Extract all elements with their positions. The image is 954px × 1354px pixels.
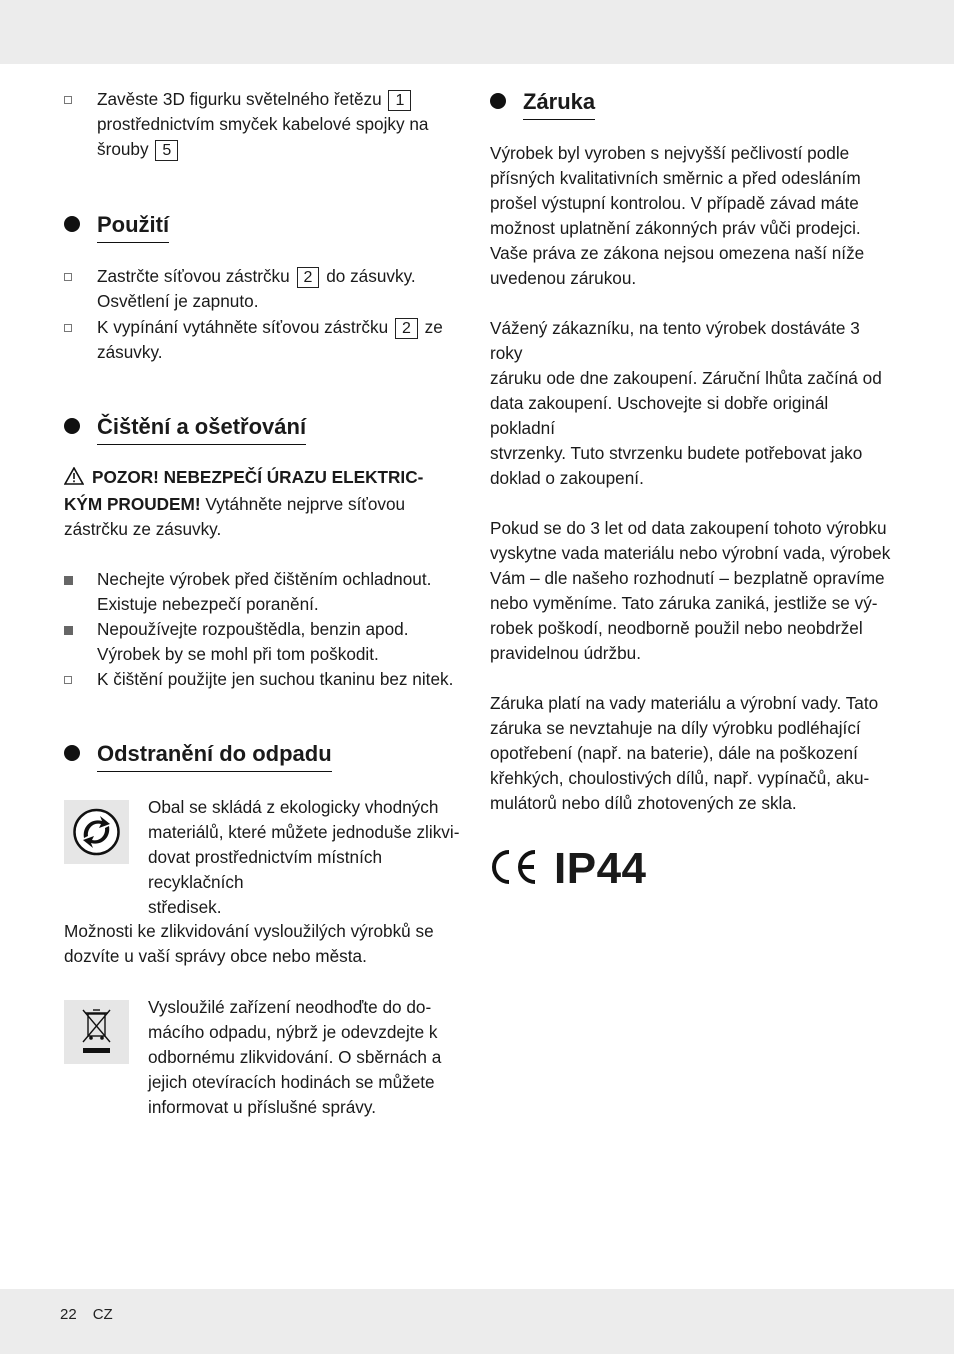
paragraph-line: záruka se nevztahuje na díly výrobku podléhající: [490, 718, 861, 738]
checkbox-bullet: [64, 324, 72, 332]
weee-text: mácího odpadu, nýbrž je odevzdejte k: [148, 1022, 438, 1042]
paragraph-line: Pokud se do 3 let od data zakoupení tohoto výrobku: [490, 518, 887, 538]
list-item: [64, 667, 464, 692]
paragraph-line: Vám – dle našeho rozhodnutí – bezplatně opravíme: [490, 568, 885, 588]
top-band: [0, 0, 954, 64]
right-column: [490, 87, 895, 894]
warning-triangle-icon: [64, 467, 84, 492]
paragraph-line: vyskytne vada materiálu nebo výrobní vada, výrobek: [490, 543, 891, 563]
paragraph-line: opotřebení (např. na baterie), dále na poškození: [490, 743, 858, 763]
list-item: [64, 617, 464, 667]
item-text: Nechejte výrobek před čištěním ochladnout.: [97, 569, 432, 589]
list-item: [64, 264, 464, 314]
list-item: [64, 567, 464, 617]
paragraph-line: uvedenou zárukou.: [490, 268, 637, 288]
warranty-paragraph-1: [490, 141, 895, 291]
recycle-text: Obal se skládá z ekologicky vhodných: [148, 797, 439, 817]
recycle-text: středisek.: [148, 897, 222, 917]
recycle-text: dovat prostřednictvím místních recyklačních: [148, 847, 383, 892]
bullet-dot-icon: [64, 745, 80, 761]
paragraph-line: mulátorů nebo dílů zhotovených ze skla.: [490, 793, 797, 813]
warranty-paragraph-2: [490, 316, 895, 491]
checkbox-bullet: [64, 273, 72, 281]
part-number: 2: [297, 267, 320, 288]
bullet-dot-icon: [64, 216, 80, 232]
item-text: zásuvky.: [97, 342, 163, 362]
list-item: [64, 315, 464, 365]
paragraph-line: Výrobek byl vyroben s nejvyšší pečlivostí podle: [490, 143, 850, 163]
paragraph-line: dozvíte u vaší správy obce nebo města.: [64, 946, 367, 966]
section-heading-odpad: [64, 739, 332, 772]
recycle-text: materiálů, které můžete jednoduše zlikvi-: [148, 822, 460, 842]
item-text: šrouby: [97, 139, 149, 159]
warning-text: POZOR! NEBEZPEČÍ ÚRAZU ELEKTRIC-: [92, 467, 424, 487]
checkbox-bullet: [64, 96, 72, 104]
item-text: ze: [424, 317, 443, 337]
weee-text: informovat u příslušné správy.: [148, 1097, 376, 1117]
item-text: Existuje nebezpečí poranění.: [97, 594, 319, 614]
section-heading-pouziti: [64, 210, 169, 243]
page-footer: [60, 1306, 129, 1323]
heading-text: Záruka: [523, 87, 595, 120]
section-heading-zaruka: [490, 87, 595, 120]
part-number: 5: [155, 140, 178, 161]
paragraph-line: křehkých, choulostivých dílů, např. vypínačů, aku-: [490, 768, 870, 788]
bottom-band: [0, 1289, 954, 1354]
recycle-icon: [64, 800, 129, 864]
item-text: Osvětlení je zapnuto.: [97, 291, 259, 311]
warning-text: Vytáhněte nejprve síťovou: [205, 494, 406, 514]
warning-text: KÝM PROUDEM!: [64, 494, 201, 514]
warning-block: [64, 465, 464, 542]
language-code: CZ: [92, 1306, 113, 1323]
weee-text: jejich otevíracích hodinách se můžete: [148, 1072, 435, 1092]
warranty-paragraph-4: [490, 691, 895, 816]
certification-marks: [490, 844, 895, 894]
disposal-paragraph: [64, 919, 464, 969]
paragraph-line: stvrzenky. Tuto stvrzenku budete potřebovat jako: [490, 443, 863, 463]
left-column: [64, 87, 464, 1119]
item-text: Zastrčte síťovou zástrčku: [97, 266, 290, 286]
paragraph-line: robek poškodí, neodborně použil nebo neobdržel: [490, 618, 863, 638]
weee-text: Vysloužilé zařízení neodhoďte do do-: [148, 997, 432, 1017]
paragraph-line: Možnosti ke zlikvidování vysloužilých výrobků se: [64, 921, 434, 941]
paragraph-line: Vaše práva ze zákona nejsou omezena naší níže: [490, 243, 865, 263]
square-bullet: [64, 576, 73, 585]
ip-rating: IP44: [554, 844, 647, 893]
item-text: prostřednictvím smyček kabelové spojky na: [97, 114, 429, 134]
paragraph-line: nebo vyměníme. Tato záruka zaniká, jestliže se vý-: [490, 593, 878, 613]
weee-block: [64, 994, 464, 1119]
recycle-block: [64, 794, 464, 917]
ce-mark-icon: [490, 847, 540, 892]
part-number: 1: [388, 90, 411, 111]
bullet-dot-icon: [64, 418, 80, 434]
paragraph-line: přísných kvalitativních směrnic a před odesláním: [490, 168, 861, 188]
item-text: Nepoužívejte rozpouštědla, benzin apod.: [97, 619, 409, 639]
warning-text: zástrčku ze zásuvky.: [64, 519, 222, 539]
paragraph-line: záruku ode dne zakoupení. Záruční lhůta začíná od: [490, 368, 882, 388]
paragraph-line: Záruka platí na vady materiálu a výrobní vady. Tato: [490, 693, 879, 713]
heading-text: Použití: [97, 210, 169, 243]
item-text: Výrobek by se mohl při tom poškodit.: [97, 644, 379, 664]
paragraph-line: prošel výstupní kontrolou. V případě závad máte: [490, 193, 859, 213]
square-bullet: [64, 626, 73, 635]
paragraph-line: pravidelnou údržbu.: [490, 643, 641, 663]
weee-text: odbornému zlikvidování. O sběrnách a: [148, 1047, 442, 1067]
part-number: 2: [395, 318, 418, 339]
paragraph-line: data zakoupení. Uschovejte si dobře originál pokladní: [490, 393, 829, 438]
crossed-bin-icon: [64, 1000, 129, 1064]
item-text: K čištění použijte jen suchou tkaninu bez nitek.: [97, 669, 454, 689]
list-item: [64, 87, 464, 162]
section-heading-cisteni: [64, 412, 306, 445]
checkbox-bullet: [64, 676, 72, 684]
warranty-paragraph-3: [490, 516, 895, 666]
bullet-dot-icon: [490, 93, 506, 109]
paragraph-line: doklad o zakoupení.: [490, 468, 644, 488]
item-text: Zavěste 3D figurku světelného řetězu: [97, 89, 382, 109]
heading-text: Odstranění do odpadu: [97, 739, 332, 772]
page-number: 22: [60, 1306, 77, 1323]
item-text: K vypínání vytáhněte síťovou zástrčku: [97, 317, 389, 337]
paragraph-line: Vážený zákazníku, na tento výrobek dostáváte 3 roky: [490, 318, 860, 363]
item-text: do zásuvky.: [326, 266, 416, 286]
paragraph-line: možnost uplatnění zákonných práv vůči prodejci.: [490, 218, 861, 238]
heading-text: Čištění a ošetřování: [97, 412, 306, 445]
